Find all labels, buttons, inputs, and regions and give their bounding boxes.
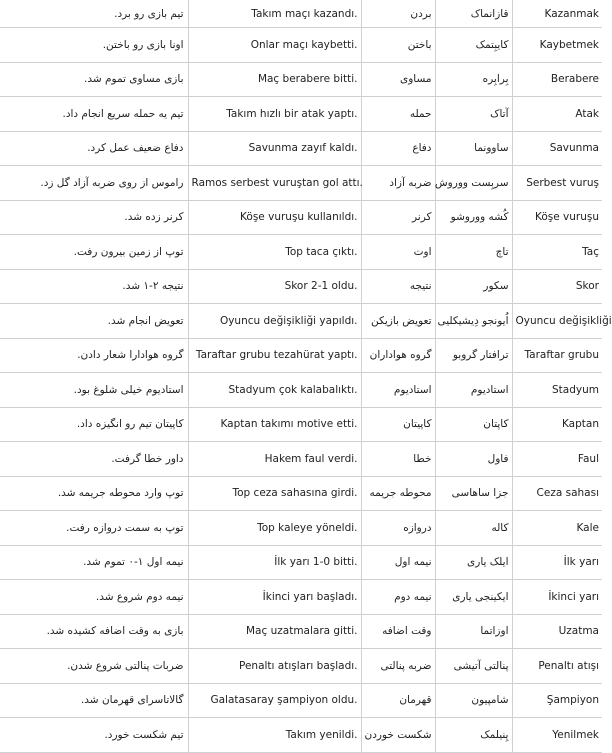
persian-meaning-cell: گروه هواداران (361, 338, 435, 373)
persian-meaning-cell: ضربه پنالتی (361, 649, 435, 684)
transliteration-cell: کاپتان (435, 407, 512, 442)
transliteration-cell: بِرابِره (435, 62, 512, 97)
transliteration-cell: جزا ساهاسی (435, 476, 512, 511)
turkish-sentence-cell: Taraftar grubu tezahürat yaptı. (188, 338, 361, 373)
turkish-sentence-cell: Takım maçı kazandı. (188, 0, 361, 28)
persian-sentence-cell: تیم یه حمله سریع انجام داد. (0, 97, 188, 132)
persian-meaning-cell: خطا (361, 442, 435, 477)
persian-meaning-cell: نیمه دوم (361, 580, 435, 615)
turkish-sentence-cell: Top taca çıktı. (188, 235, 361, 270)
transliteration-cell: ایلک یاری (435, 545, 512, 580)
transliteration-cell: شامپیون (435, 683, 512, 718)
persian-meaning-cell: دفاع (361, 131, 435, 166)
turkish-word-cell: Şampiyon (512, 683, 602, 718)
persian-sentence-cell: کرنر زده شد. (0, 200, 188, 235)
table-row (0, 200, 602, 235)
transliteration-cell: ترافتار گروبو (435, 338, 512, 373)
persian-sentence-cell: اونا بازی رو باختن. (0, 28, 188, 63)
turkish-word-cell: Faul (512, 442, 602, 477)
turkish-word-cell: Kazanmak (512, 0, 602, 28)
persian-meaning-cell: شکست خوردن (361, 718, 435, 753)
table-row (0, 718, 602, 753)
turkish-sentence-cell: Skor 2-1 oldu. (188, 269, 361, 304)
turkish-word-cell: Taç (512, 235, 602, 270)
transliteration-cell: آتاک (435, 97, 512, 132)
table-row (0, 545, 602, 580)
turkish-sentence-cell: Kaptan takımı motive etti. (188, 407, 361, 442)
turkish-sentence-cell: Ramos serbest vuruştan gol attı. (188, 166, 361, 201)
transliteration-cell: کُشه ووروشو (435, 200, 512, 235)
persian-meaning-cell: کرنر (361, 200, 435, 235)
table-row (0, 0, 602, 28)
transliteration-cell: یِنیلمک (435, 718, 512, 753)
turkish-word-cell: Uzatma (512, 614, 602, 649)
transliteration-cell: سکور (435, 269, 512, 304)
turkish-word-cell: Taraftar grubu (512, 338, 602, 373)
persian-sentence-cell: توپ از زمین بیرون رفت. (0, 235, 188, 270)
transliteration-cell: ایکینجی یاری (435, 580, 512, 615)
persian-sentence-cell: نیمه دوم شروع شد. (0, 580, 188, 615)
transliteration-cell: ساوونما (435, 131, 512, 166)
persian-meaning-cell: اوت (361, 235, 435, 270)
persian-meaning-cell: حمله (361, 97, 435, 132)
persian-meaning-cell: استادیوم (361, 373, 435, 408)
table-row (0, 235, 602, 270)
table-row (0, 580, 602, 615)
table-row (0, 28, 602, 63)
persian-sentence-cell: استادیوم خیلی شلوغ بود. (0, 373, 188, 408)
transliteration-cell: کاله (435, 511, 512, 546)
turkish-sentence-cell: Galatasaray şampiyon oldu. (188, 683, 361, 718)
persian-meaning-cell: قهرمان (361, 683, 435, 718)
transliteration-cell: کایبِتمک (435, 28, 512, 63)
turkish-word-cell: Serbest vuruş (512, 166, 602, 201)
table-row (0, 683, 602, 718)
turkish-word-cell: Berabere (512, 62, 602, 97)
persian-meaning-cell: نتیجه (361, 269, 435, 304)
transliteration-cell: قازانماک (435, 0, 512, 28)
turkish-word-cell: Kaybetmek (512, 28, 602, 63)
transliteration-cell: اوزاتما (435, 614, 512, 649)
table-row (0, 131, 602, 166)
table-row (0, 511, 602, 546)
turkish-sentence-cell: İkinci yarı başladı. (188, 580, 361, 615)
persian-meaning-cell: باختن (361, 28, 435, 63)
persian-sentence-cell: ضربات پنالتی شروع شدن. (0, 649, 188, 684)
turkish-word-cell: Atak (512, 97, 602, 132)
turkish-word-cell: Stadyum (512, 373, 602, 408)
persian-meaning-cell: ضربه آزاد (361, 166, 435, 201)
persian-sentence-cell: گالاتاسرای قهرمان شد. (0, 683, 188, 718)
persian-sentence-cell: بازی به وقت اضافه کشیده شد. (0, 614, 188, 649)
table-row (0, 304, 602, 339)
turkish-sentence-cell: Savunma zayıf kaldı. (188, 131, 361, 166)
turkish-word-cell: Kaptan (512, 407, 602, 442)
persian-meaning-cell: محوطه جریمه (361, 476, 435, 511)
table-row (0, 62, 602, 97)
persian-meaning-cell: بردن (361, 0, 435, 28)
persian-sentence-cell: بازی مساوی تموم شد. (0, 62, 188, 97)
turkish-word-cell: Yenilmek (512, 718, 602, 753)
transliteration-cell: اُیونجو دِیشیکلیی (435, 304, 512, 339)
table-row (0, 614, 602, 649)
turkish-sentence-cell: Onlar maçı kaybetti. (188, 28, 361, 63)
persian-sentence-cell: تعویض انجام شد. (0, 304, 188, 339)
turkish-sentence-cell: Oyuncu değişikliği yapıldı. (188, 304, 361, 339)
turkish-sentence-cell: Takım yenildi. (188, 718, 361, 753)
persian-meaning-cell: کاپیتان (361, 407, 435, 442)
persian-sentence-cell: نتیجه ۲-۱ شد. (0, 269, 188, 304)
persian-meaning-cell: تعویض بازیکن (361, 304, 435, 339)
transliteration-cell: سربِست ووروش (435, 166, 512, 201)
persian-meaning-cell: نیمه اول (361, 545, 435, 580)
turkish-sentence-cell: Takım hızlı bir atak yaptı. (188, 97, 361, 132)
persian-sentence-cell: تیم شکست خورد. (0, 718, 188, 753)
turkish-sentence-cell: Top kaleye yöneldi. (188, 511, 361, 546)
table-row (0, 649, 602, 684)
turkish-sentence-cell: Maç uzatmalara gitti. (188, 614, 361, 649)
turkish-word-cell: Köşe vuruşu (512, 200, 602, 235)
table-row (0, 338, 602, 373)
persian-sentence-cell: تیم بازی رو برد. (0, 0, 188, 28)
transliteration-cell: تاچ (435, 235, 512, 270)
turkish-sentence-cell: Stadyum çok kalabalıktı. (188, 373, 361, 408)
table-row (0, 442, 602, 477)
table-row (0, 476, 602, 511)
persian-sentence-cell: گروه هوادارا شعار دادن. (0, 338, 188, 373)
persian-sentence-cell: دفاع ضعیف عمل کرد. (0, 131, 188, 166)
persian-sentence-cell: داور خطا گرفت. (0, 442, 188, 477)
turkish-word-cell: İlk yarı (512, 545, 602, 580)
turkish-word-cell: Skor (512, 269, 602, 304)
table-row (0, 407, 602, 442)
turkish-word-cell: Savunma (512, 131, 602, 166)
turkish-sentence-cell: Penaltı atışları başladı. (188, 649, 361, 684)
turkish-sentence-cell: Top ceza sahasına girdi. (188, 476, 361, 511)
table-row (0, 269, 602, 304)
persian-sentence-cell: توپ وارد محوطه جریمه شد. (0, 476, 188, 511)
turkish-word-cell: Penaltı atışı (512, 649, 602, 684)
turkish-sentence-cell: İlk yarı 1-0 bitti. (188, 545, 361, 580)
persian-sentence-cell: راموس از روی ضربه آزاد گل زد. (0, 166, 188, 201)
turkish-word-cell: İkinci yarı (512, 580, 602, 615)
persian-meaning-cell: وقت اضافه (361, 614, 435, 649)
persian-sentence-cell: نیمه اول ۱-۰ تموم شد. (0, 545, 188, 580)
table-row (0, 373, 602, 408)
persian-sentence-cell: توپ به سمت دروازه رفت. (0, 511, 188, 546)
transliteration-cell: پنالتی آتیشی (435, 649, 512, 684)
transliteration-cell: فاول (435, 442, 512, 477)
persian-sentence-cell: کاپیتان تیم رو انگیزه داد. (0, 407, 188, 442)
persian-meaning-cell: دروازه (361, 511, 435, 546)
turkish-word-cell: Kale (512, 511, 602, 546)
turkish-sentence-cell: Maç berabere bitti. (188, 62, 361, 97)
persian-meaning-cell: مساوی (361, 62, 435, 97)
turkish-sentence-cell: Hakem faul verdi. (188, 442, 361, 477)
turkish-word-cell: Ceza sahası (512, 476, 602, 511)
turkish-sentence-cell: Köşe vuruşu kullanıldı. (188, 200, 361, 235)
table-row (0, 166, 602, 201)
transliteration-cell: استادیوم (435, 373, 512, 408)
table-row (0, 97, 602, 132)
turkish-word-cell: Oyuncu değişikliği (512, 304, 602, 339)
